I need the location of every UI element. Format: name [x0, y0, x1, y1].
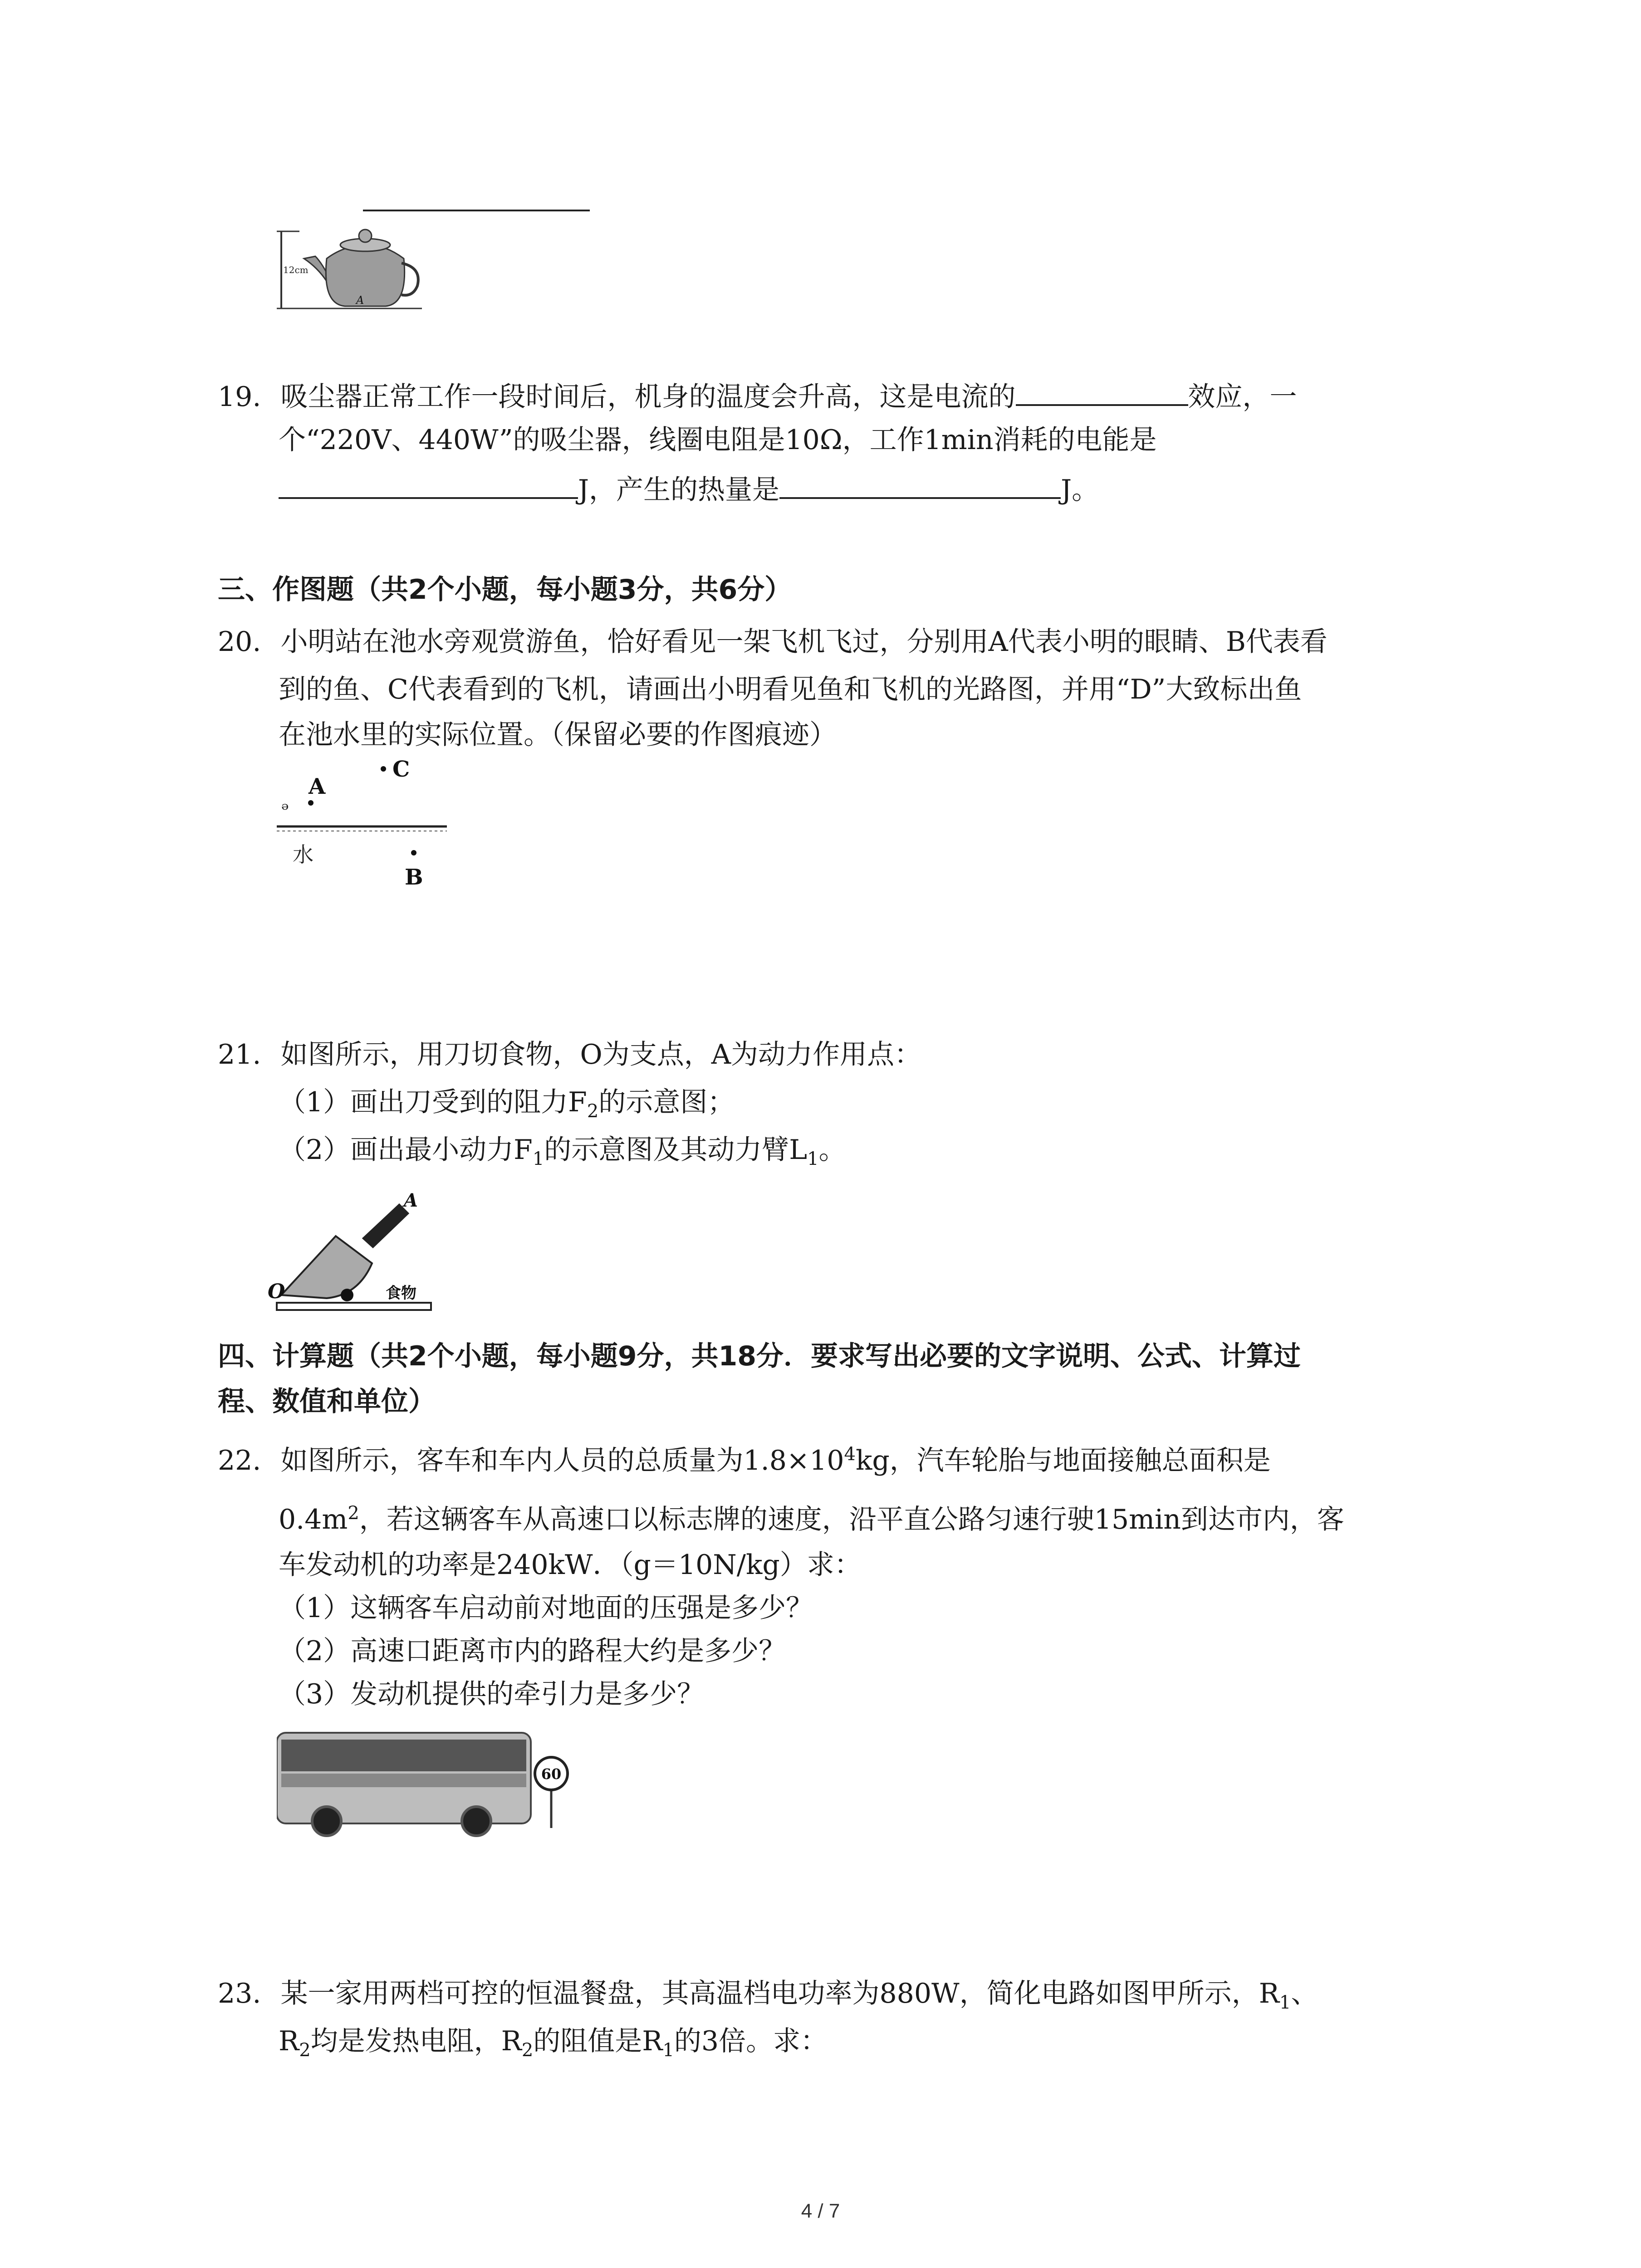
q21-number: 21. — [218, 1039, 261, 1070]
q19-text3a: J，产生的热量是 — [578, 474, 780, 506]
q21-sub2-end: 。 — [818, 1134, 846, 1166]
q23-text2a: R — [279, 2025, 299, 2057]
q22-sub2: （2）高速口距离市内的路程大约是多少？ — [279, 1635, 786, 1667]
q20-label-a: A — [309, 774, 326, 799]
q22-speed-sign: 60 — [541, 1765, 562, 1783]
q23-sub4: 1 — [662, 2040, 674, 2061]
q23-line1 — [218, 1975, 1318, 2012]
q20-line2: 到的鱼、C代表看到的飞机，请画出小明看见鱼和飞机的光路图，并用“D”大致标出鱼 — [279, 674, 1302, 705]
q20-number: 20. — [218, 626, 261, 658]
q23-sub3: 2 — [521, 2040, 534, 2061]
q22-line2 — [279, 1501, 1344, 1538]
q19-line2: 个“220V、440W”的吸尘器，线圈电阻是10Ω，工作1min消耗的电能是 — [279, 424, 1157, 456]
q21-knife-figure — [268, 1179, 440, 1320]
teapot-height-label: 12cm — [283, 264, 309, 275]
q19-text1b: 效应，一 — [1188, 381, 1297, 413]
q19-blank1 — [1016, 379, 1188, 406]
q21-text1: 如图所示，用刀切食物，O为支点，A为动力作用点： — [280, 1039, 922, 1070]
q23-text2b: 均是发热电阻，R — [310, 2025, 522, 2057]
q21-sub1 — [279, 1084, 735, 1120]
q21-sub1-text: （1）画出刀受到的阻力F — [279, 1086, 587, 1118]
section-4-heading-line1: 四、计算题（共2个小题，每小题9分，共18分．要求写出必要的文字说明、公式、计算过 — [218, 1340, 1301, 1372]
q21-line1 — [218, 1036, 921, 1073]
q22-text2b: ，若这辆客车从高速口以标志牌的速度，沿平直公路匀速行驶15min到达市内，客 — [359, 1504, 1344, 1535]
q20-line3: 在池水里的实际位置。（保留必要的作图痕迹） — [279, 719, 837, 751]
q21-sub1-subscript: 2 — [587, 1101, 599, 1122]
q22-number: 22. — [218, 1445, 261, 1476]
q22-sub1: （1）这辆客车启动前对地面的压强是多少？ — [279, 1592, 813, 1624]
q22-text2a: 0.4m — [279, 1504, 348, 1535]
q21-label-o: O — [268, 1280, 285, 1303]
q22-line3: 车发动机的功率是240kW．（g＝10N/kg）求： — [279, 1549, 862, 1581]
q22-bus-figure — [277, 1724, 576, 1842]
q23-sub2: 2 — [299, 2040, 311, 2061]
q22-sub3: （3）发动机提供的牵引力是多少？ — [279, 1678, 705, 1710]
q22-line1 — [218, 1442, 1271, 1479]
q20-text1: 小明站在池水旁观赏游鱼，恰好看见一架飞机飞过，分别用A代表小明的眼睛、B代表看 — [280, 626, 1327, 658]
q19-line1 — [218, 379, 1297, 415]
q22-sup2: 2 — [348, 1503, 359, 1524]
q22-sup1: 4 — [844, 1444, 856, 1465]
q22-text1b: kg，汽车轮胎与地面接触总面积是 — [856, 1445, 1271, 1476]
q23-text2c: 的阻值是R — [533, 2025, 663, 2057]
q21-sub2-mid: 的示意图及其动力臂L — [544, 1134, 808, 1166]
section-3-heading: 三、作图题（共2个小题，每小题3分，共6分） — [218, 574, 792, 606]
q21-label-a: A — [404, 1190, 418, 1211]
q21-sub2 — [279, 1132, 846, 1168]
q19-blank3 — [779, 472, 1061, 499]
q20-water-label: 水 — [293, 842, 314, 867]
q20-line1 — [218, 624, 1327, 660]
q23-line2 — [279, 2023, 828, 2059]
q21-food-label: 食物 — [386, 1284, 416, 1302]
q21-sub2-subscript: 1 — [532, 1149, 544, 1169]
q19-text1a: 吸尘器正常工作一段时间后，机身的温度会升高，这是电流的 — [280, 381, 1016, 413]
q20-eye-icon: ₔ — [281, 792, 289, 815]
q23-text1a: 某一家用两档可控的恒温餐盘，其高温档电功率为880W，简化电路如图甲所示，R — [280, 1978, 1279, 2009]
q20-figure — [272, 748, 463, 894]
q19-number: 19. — [218, 381, 261, 413]
answer-blank-top — [363, 210, 590, 211]
q19-blank2 — [279, 472, 578, 499]
q23-text1b: 、 — [1291, 1978, 1318, 2009]
q21-sub1-end: 的示意图； — [598, 1086, 735, 1118]
teapot-point-a: A — [356, 294, 364, 307]
section-4-heading-line2: 程、数值和单位） — [218, 1386, 436, 1418]
q19-line3 — [279, 472, 1099, 508]
q22-text1a: 如图所示，客车和车内人员的总质量为1.8×10 — [280, 1445, 844, 1476]
q23-text2d: 的3倍。求： — [674, 2025, 828, 2057]
q23-number: 23. — [218, 1978, 261, 2009]
q23-sub1: 1 — [1279, 1992, 1291, 2013]
q20-label-b: B — [405, 865, 423, 890]
q21-sub2-text: （2）画出最小动力F — [279, 1134, 533, 1166]
q19-text3b: J。 — [1061, 474, 1099, 506]
page-number: 4 / 7 — [801, 2200, 840, 2222]
q20-label-c: C — [392, 757, 410, 782]
teapot-figure — [272, 213, 426, 322]
q21-sub2-subscript2: 1 — [807, 1149, 819, 1169]
